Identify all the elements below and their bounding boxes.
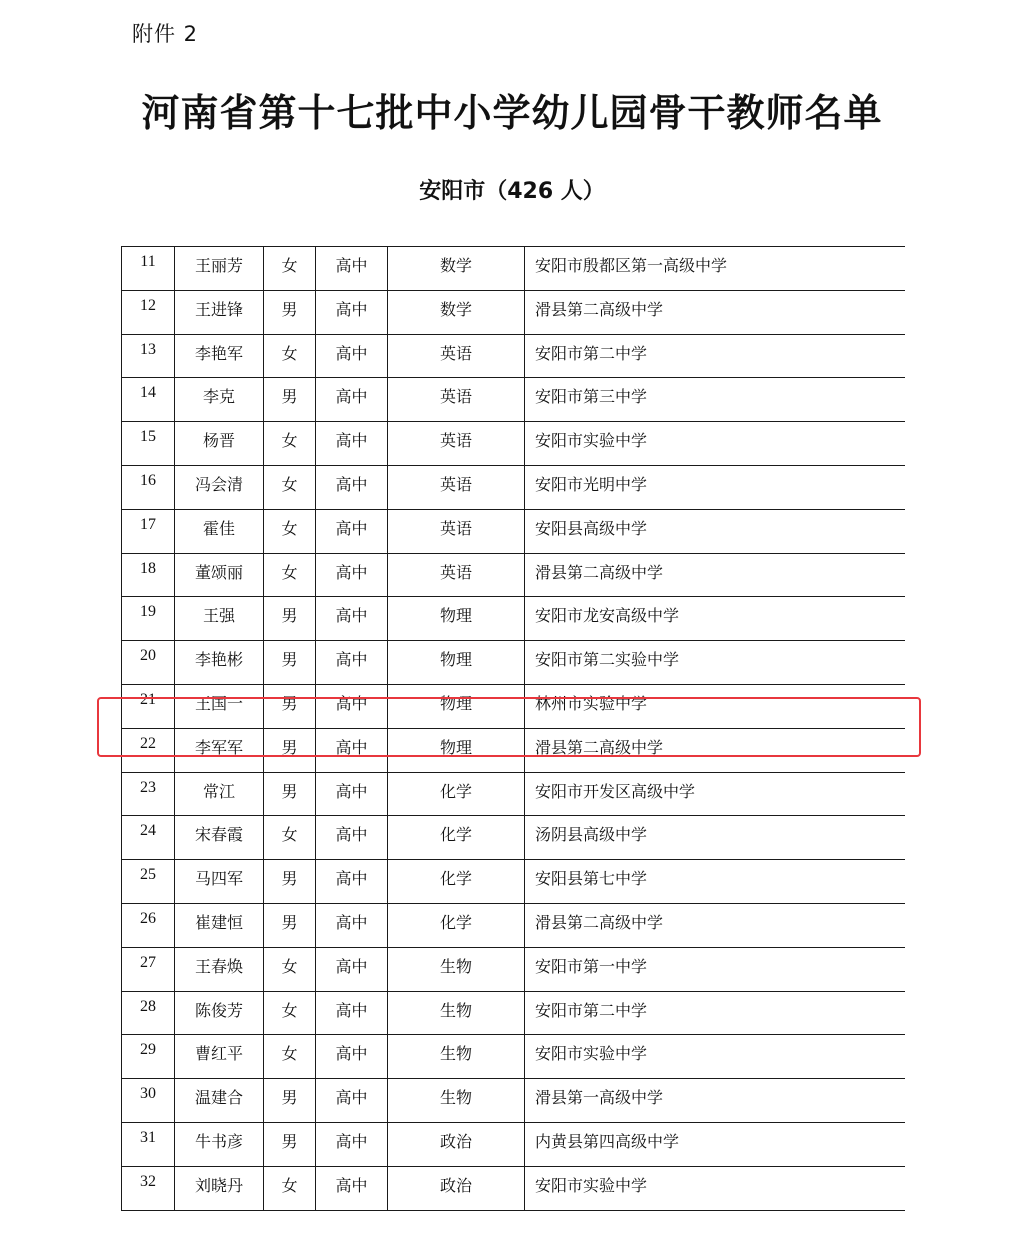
subject-cell: 化学 [388,772,525,816]
school-level-cell: 高中 [316,290,388,334]
subject-cell: 英语 [388,422,525,466]
row-number-cell: 12 [122,290,175,334]
row-number-cell: 21 [122,684,175,728]
gender-cell: 男 [264,860,316,904]
subject-cell: 英语 [388,378,525,422]
school-name-cell: 安阳市第二中学 [525,334,906,378]
subject-cell: 生物 [388,1035,525,1079]
row-number-cell: 28 [122,991,175,1035]
row-number-cell: 15 [122,422,175,466]
row-number-cell: 13 [122,334,175,378]
subject-cell: 化学 [388,816,525,860]
teacher-table-container [121,246,905,1256]
teacher-name-cell: 刘晓丹 [175,1166,264,1210]
row-number-cell: 24 [122,816,175,860]
row-number-cell: 23 [122,772,175,816]
subject-cell: 化学 [388,903,525,947]
table-row [122,772,906,816]
school-name-cell: 滑县第二高级中学 [525,290,906,334]
gender-cell: 女 [264,509,316,553]
row-number-cell: 26 [122,903,175,947]
table-row [122,1035,906,1079]
subject-cell: 生物 [388,947,525,991]
subject-cell: 物理 [388,641,525,685]
table-row [122,816,906,860]
subject-cell: 物理 [388,728,525,772]
school-name-cell: 安阳市第一中学 [525,947,906,991]
subject-cell: 化学 [388,860,525,904]
school-level-cell: 高中 [316,816,388,860]
school-name-cell: 内黄县第四高级中学 [525,1122,906,1166]
row-number-cell: 29 [122,1035,175,1079]
city-subtitle: 安阳市（426 人） [419,179,605,204]
table-row [122,553,906,597]
row-number-cell: 22 [122,728,175,772]
school-name-cell: 安阳市殷都区第一高级中学 [525,247,906,291]
teacher-table [121,246,905,1211]
table-row [122,1079,906,1123]
school-level-cell: 高中 [316,684,388,728]
school-name-cell: 安阳市实验中学 [525,422,906,466]
table-row [122,247,906,291]
row-number-cell: 20 [122,641,175,685]
school-name-cell: 安阳市光明中学 [525,465,906,509]
teacher-name-cell: 曹红平 [175,1035,264,1079]
table-row [122,860,906,904]
school-level-cell: 高中 [316,903,388,947]
table-row [122,465,906,509]
school-name-cell: 林州市实验中学 [525,684,906,728]
row-number-cell: 25 [122,860,175,904]
table-row [122,684,906,728]
subject-cell: 数学 [388,247,525,291]
school-name-cell: 汤阴县高级中学 [525,816,906,860]
teacher-name-cell: 李艳军 [175,334,264,378]
gender-cell: 男 [264,728,316,772]
table-row [122,1122,906,1166]
gender-cell: 女 [264,816,316,860]
school-name-cell: 安阳县第七中学 [525,860,906,904]
attachment-label: 附件 2 [132,22,199,46]
gender-cell: 男 [264,641,316,685]
subject-cell: 数学 [388,290,525,334]
teacher-table-body [122,247,906,1211]
subject-cell: 生物 [388,1079,525,1123]
table-row [122,334,906,378]
teacher-name-cell: 董颂丽 [175,553,264,597]
school-level-cell: 高中 [316,991,388,1035]
teacher-name-cell: 崔建恒 [175,903,264,947]
teacher-name-cell: 常江 [175,772,264,816]
school-name-cell: 滑县第一高级中学 [525,1079,906,1123]
teacher-name-cell: 宋春霞 [175,816,264,860]
school-level-cell: 高中 [316,465,388,509]
teacher-name-cell: 牛书彦 [175,1122,264,1166]
school-name-cell: 安阳市实验中学 [525,1166,906,1210]
document-title: 河南省第十七批中小学幼儿园骨干教师名单 [141,91,883,135]
school-level-cell: 高中 [316,641,388,685]
school-level-cell: 高中 [316,728,388,772]
school-name-cell: 滑县第二高级中学 [525,728,906,772]
school-level-cell: 高中 [316,947,388,991]
row-number-cell: 18 [122,553,175,597]
gender-cell: 女 [264,947,316,991]
row-number-cell: 32 [122,1166,175,1210]
teacher-name-cell: 冯会清 [175,465,264,509]
teacher-name-cell: 王国一 [175,684,264,728]
teacher-name-cell: 杨晋 [175,422,264,466]
subject-cell: 英语 [388,509,525,553]
teacher-name-cell: 李军军 [175,728,264,772]
teacher-name-cell: 王丽芳 [175,247,264,291]
table-row [122,597,906,641]
gender-cell: 女 [264,247,316,291]
subject-cell: 政治 [388,1166,525,1210]
school-name-cell: 安阳市龙安高级中学 [525,597,906,641]
table-row [122,1166,906,1210]
school-level-cell: 高中 [316,509,388,553]
subject-cell: 物理 [388,597,525,641]
gender-cell: 女 [264,1035,316,1079]
school-name-cell: 滑县第二高级中学 [525,553,906,597]
school-level-cell: 高中 [316,334,388,378]
table-row [122,290,906,334]
gender-cell: 男 [264,903,316,947]
gender-cell: 男 [264,290,316,334]
row-number-cell: 16 [122,465,175,509]
school-name-cell: 安阳市开发区高级中学 [525,772,906,816]
row-number-cell: 17 [122,509,175,553]
table-row [122,728,906,772]
gender-cell: 男 [264,1122,316,1166]
gender-cell: 女 [264,422,316,466]
school-level-cell: 高中 [316,1079,388,1123]
teacher-name-cell: 王进锋 [175,290,264,334]
school-name-cell: 安阳市实验中学 [525,1035,906,1079]
subject-cell: 生物 [388,991,525,1035]
teacher-name-cell: 霍佳 [175,509,264,553]
gender-cell: 男 [264,378,316,422]
row-number-cell: 30 [122,1079,175,1123]
teacher-name-cell: 王强 [175,597,264,641]
gender-cell: 女 [264,465,316,509]
subject-cell: 政治 [388,1122,525,1166]
school-level-cell: 高中 [316,772,388,816]
table-row [122,903,906,947]
gender-cell: 男 [264,1079,316,1123]
table-row [122,509,906,553]
school-level-cell: 高中 [316,1166,388,1210]
gender-cell: 女 [264,334,316,378]
school-level-cell: 高中 [316,597,388,641]
school-level-cell: 高中 [316,1035,388,1079]
school-name-cell: 滑县第二高级中学 [525,903,906,947]
table-row [122,641,906,685]
teacher-name-cell: 李克 [175,378,264,422]
school-level-cell: 高中 [316,422,388,466]
school-name-cell: 安阳县高级中学 [525,509,906,553]
table-row [122,378,906,422]
teacher-name-cell: 马四军 [175,860,264,904]
teacher-name-cell: 陈俊芳 [175,991,264,1035]
table-row [122,947,906,991]
gender-cell: 男 [264,772,316,816]
gender-cell: 女 [264,991,316,1035]
gender-cell: 男 [264,684,316,728]
school-level-cell: 高中 [316,860,388,904]
teacher-name-cell: 李艳彬 [175,641,264,685]
subject-cell: 英语 [388,553,525,597]
school-level-cell: 高中 [316,378,388,422]
school-name-cell: 安阳市第三中学 [525,378,906,422]
school-level-cell: 高中 [316,1122,388,1166]
gender-cell: 女 [264,1166,316,1210]
subject-cell: 英语 [388,334,525,378]
teacher-name-cell: 王春焕 [175,947,264,991]
school-level-cell: 高中 [316,553,388,597]
gender-cell: 女 [264,553,316,597]
table-row [122,422,906,466]
school-name-cell: 安阳市第二中学 [525,991,906,1035]
school-level-cell: 高中 [316,247,388,291]
row-number-cell: 14 [122,378,175,422]
school-name-cell: 安阳市第二实验中学 [525,641,906,685]
row-number-cell: 19 [122,597,175,641]
row-number-cell: 31 [122,1122,175,1166]
subject-cell: 英语 [388,465,525,509]
gender-cell: 男 [264,597,316,641]
row-number-cell: 11 [122,247,175,291]
row-number-cell: 27 [122,947,175,991]
table-row [122,991,906,1035]
teacher-name-cell: 温建合 [175,1079,264,1123]
subject-cell: 物理 [388,684,525,728]
